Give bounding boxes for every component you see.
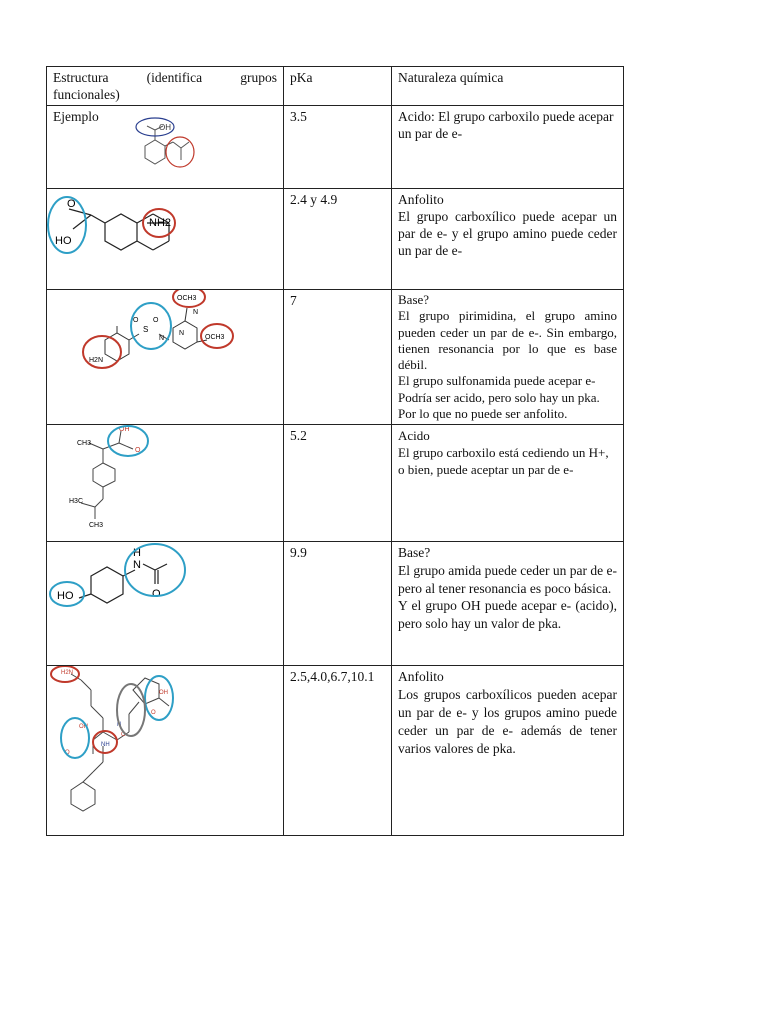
table-header-row [47, 67, 624, 106]
nature-cell [392, 425, 624, 542]
molecule-ibuprofen [47, 425, 283, 541]
molecule-lisinopril [47, 666, 283, 835]
carboxyl-o-text: O [135, 447, 141, 455]
example-oh-text: OH [159, 123, 171, 132]
structure-cell [47, 290, 284, 425]
carboxyl-circle [61, 718, 89, 758]
h2n-text: H2N [89, 357, 104, 364]
structure-cell [47, 666, 284, 836]
nature-heading: Base? [398, 292, 430, 307]
amide-h-text: H [133, 547, 141, 560]
carboxyl-o-text: O [65, 750, 70, 757]
pka-cell: 2.5,4.0,6.7,10.1 [284, 666, 392, 836]
table-row [47, 666, 624, 836]
nature-cell [392, 106, 624, 189]
proline-oh-text: OH [159, 690, 168, 697]
nature-cell [392, 189, 624, 290]
nature-text: Y el grupo OH puede acepar e- (acido), pero solo hay un valor de pka. [398, 598, 617, 631]
structure-cell [47, 189, 284, 290]
sulfonyl-o-right: O [153, 317, 159, 324]
ch3-bottom-text: CH3 [89, 522, 104, 530]
amide-n-text: N [133, 559, 141, 572]
nature-text: El grupo sulfonamida puede acepar e- [398, 373, 596, 389]
nature-cell [392, 666, 624, 836]
ho-text: HO [55, 235, 72, 247]
nature-text: El grupo pirimidina, el grupo amino pueden ceder un par de e-. Sin embargo, tienen resonancia por lo que es base débil. [398, 308, 617, 373]
table-row [47, 106, 624, 189]
nature-cell [392, 542, 624, 666]
structure-cell [47, 542, 284, 666]
ester-circle [166, 137, 194, 167]
functional-groups-table [46, 66, 624, 836]
nature-cell [392, 290, 624, 425]
nature-text: Los grupos carboxílicos pueden acepar un par de e- y los grupos amino puede ceder un par de e- además de tener varios valores de pka. [398, 687, 617, 757]
amide-o-text: O [152, 588, 161, 601]
nature-heading: Base? [398, 545, 431, 561]
table-row [47, 290, 624, 425]
sulfonyl-o-left: O [133, 317, 139, 324]
header-pka: pKa [284, 67, 392, 106]
proline-o-text: O [151, 710, 156, 717]
header-nature: Naturaleza química [392, 67, 624, 106]
pka-cell: 9.9 [284, 542, 392, 666]
nature-text: El grupo amida puede ceder un par de e- pero al tener resonancia es poco básica. [398, 562, 617, 596]
och3-top-text: OCH3 [177, 295, 197, 302]
nh2-text: NH2 [149, 217, 172, 229]
nature-heading: Acido [398, 428, 430, 444]
nature-heading: Anfolito [398, 669, 444, 685]
nature-text: El grupo carboxílico puede acepar un par de e- y el grupo amino puede ceder un par de e- [398, 209, 617, 258]
table-row [47, 189, 624, 290]
amine-nh-text: NH [101, 742, 110, 749]
pyrimidine-n2-text: N [179, 330, 185, 337]
sulfonamide-n-text: N [159, 335, 165, 342]
nature-text: Por lo que no puede ser anfolito. [398, 406, 568, 422]
lysine-h2n-text: H2N [61, 670, 74, 677]
pyrimidine-n1-text: N [193, 309, 199, 316]
nature-text: El grupo carboxilo está cediendo un H+, o bien, puede aceptar un par de e- [398, 445, 609, 478]
pka-cell: 3.5 [284, 106, 392, 189]
sulfur-text: S [143, 325, 149, 334]
pka-cell: 7 [284, 290, 392, 425]
carboxyl-oh-text: OH [79, 724, 88, 731]
pka-cell: 2.4 y 4.9 [284, 189, 392, 290]
molecule-aminobenzoic [47, 189, 283, 289]
molecule-sulfonamide [47, 290, 283, 422]
proline-amide-circle [117, 684, 145, 739]
nature-text: Podría ser acido, pero solo hay un pka. [398, 389, 600, 405]
structure-cell [47, 425, 284, 542]
sulfonamide-circle [131, 303, 171, 349]
carbonyl-o-text: O [67, 198, 76, 210]
proline-n-text: N [117, 722, 122, 729]
example-label: Ejemplo [53, 109, 99, 124]
pka-cell: 5.2 [284, 425, 392, 542]
molecule-paracetamol [47, 542, 283, 665]
table-row [47, 542, 624, 666]
phenol-ho-text: HO [57, 590, 74, 603]
header-structure: Estructura (identifica grupos funcionales) [47, 67, 284, 106]
h3c-text: H3C [69, 498, 84, 506]
nature-text: Acido: El grupo carboxilo puede acepar un par de e- [398, 109, 614, 141]
och3-right-text: OCH3 [205, 334, 225, 341]
table-row [47, 425, 624, 542]
ch3-top-text: CH3 [77, 440, 92, 448]
nature-heading: Anfolito [398, 192, 444, 207]
structure-cell-example [47, 106, 284, 189]
carboxyl-oh-text: OH [119, 426, 130, 434]
amide-o-text: O [121, 732, 126, 739]
